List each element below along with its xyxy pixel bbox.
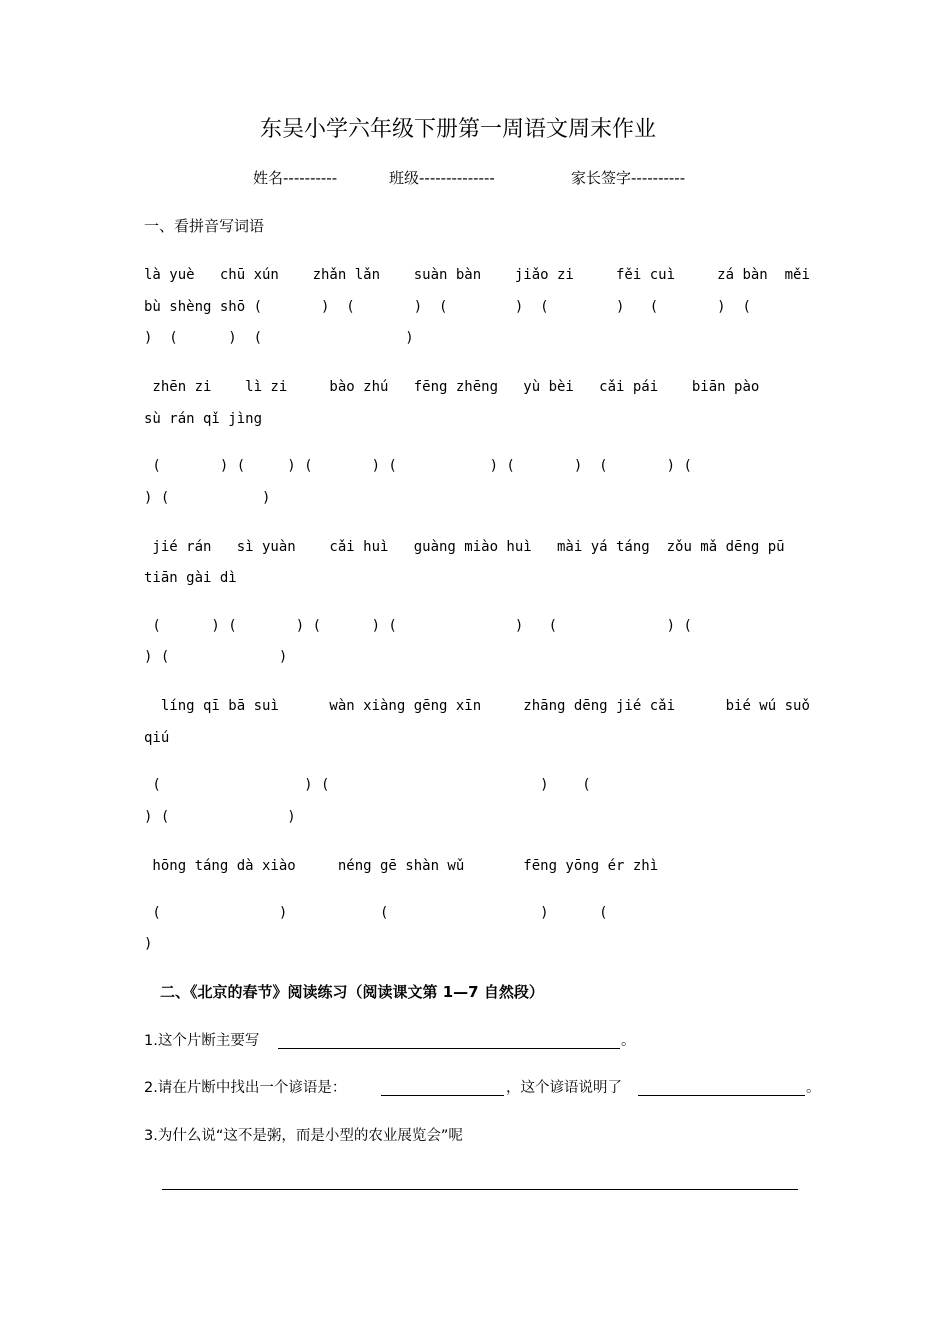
class-field: 班级-------------- [389, 169, 495, 187]
pinyin-line: bù shèng shō ( ) ( ) ( ) ( ) ( ) ( [144, 299, 751, 315]
pinyin-line: là yuè chū xún zhǎn lǎn suàn bàn jiǎo zi fěi cuì zá bàn měi [144, 267, 810, 283]
section2-heading: 二、《北京的春节》阅读练习（阅读课文第 1—7 自然段） [160, 983, 544, 1001]
question-2-suffix: 。 [806, 1080, 821, 1096]
answer-brackets: ( ) ( ) ( [144, 905, 608, 921]
question-1-prefix: 1.这个片断主要写 [144, 1033, 260, 1049]
pinyin-line: zhēn zi lì zi bào zhú fēng zhēng yù bèi cǎi pái biān pào [144, 379, 760, 395]
pinyin-line: jié rán sì yuàn cǎi huì guàng miào huì mài yá táng zǒu mǎ dēng pū [144, 539, 785, 555]
pinyin-line: tiān gài dì [144, 570, 237, 586]
name-field: 姓名---------- [253, 169, 338, 187]
answer-brackets: ) ( ) [144, 649, 288, 665]
question-3: 3.为什么说“这不是粥，而是小型的农业展览会”呢 [144, 1128, 463, 1144]
question-2-middle: ，这个谚语说明了 [506, 1080, 622, 1096]
answer-brackets: ) ( ) ( ) [144, 330, 414, 346]
pinyin-line: líng qī bā suì wàn xiàng gēng xīn zhāng dēng jié cǎi bié wú suǒ [144, 698, 810, 714]
question-1-suffix: 。 [621, 1033, 636, 1049]
section1-heading: 一、看拼音写词语 [144, 217, 265, 235]
parent-signature-field: 家长签字---------- [571, 169, 686, 187]
answer-brackets: ( ) ( ) ( ) ( ) ( ) ( [144, 618, 692, 634]
question-3-answer-line[interactable] [162, 1189, 798, 1190]
page-title: 东吴小学六年级下册第一周语文周末作业 [260, 117, 657, 142]
pinyin-line: hōng táng dà xiào néng gē shàn wǔ fēng yōng ér zhì [144, 858, 659, 874]
pinyin-line: qiú [144, 730, 170, 746]
answer-brackets: ( ) ( ) ( [144, 777, 591, 793]
answer-brackets: ) ( ) [144, 809, 296, 825]
question-2-blank-2[interactable] [638, 1095, 805, 1096]
answer-brackets: ) ( ) [144, 490, 271, 506]
question-1-blank[interactable] [278, 1048, 620, 1049]
pinyin-line: sù rán qǐ jìng [144, 411, 263, 427]
question-2-prefix: 2.请在片断中找出一个谚语是： [144, 1080, 347, 1096]
question-2-blank-1[interactable] [381, 1095, 504, 1096]
answer-brackets: ( ) ( ) ( ) ( ) ( ) ( ) ( [144, 458, 692, 474]
answer-brackets: ) [144, 936, 153, 952]
